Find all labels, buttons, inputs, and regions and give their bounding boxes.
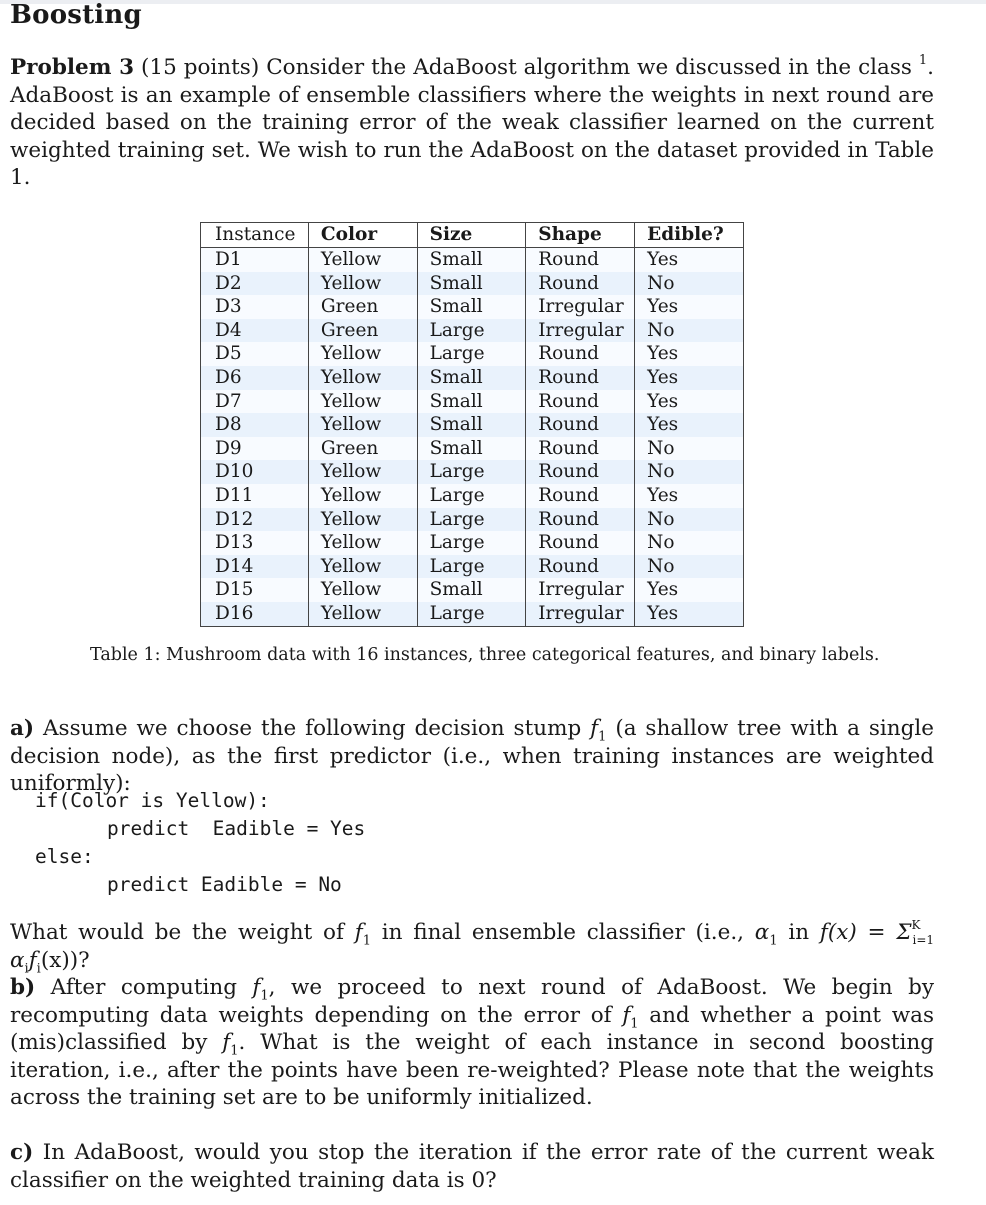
part-b-text-1: After computing — [50, 975, 237, 1000]
cell-color: Yellow — [308, 366, 417, 390]
table-row — [201, 366, 744, 390]
cell-size: Large — [417, 319, 526, 343]
cell-color: Green — [308, 319, 417, 343]
table-row — [201, 272, 744, 296]
cell-size: Small — [417, 390, 526, 414]
problem-text-b: . AdaBoost is an example of ensemble classifiers where the weights in next round are decided based on the training error of the weak classifier learned on the current weighted training set. We wish to run the AdaBoost on the dataset provided in Table 1. — [10, 55, 934, 191]
cell-size: Small — [417, 413, 526, 437]
formula-close: (x))? — [40, 947, 90, 973]
cell-instance: D10 — [201, 460, 309, 484]
cell-color: Green — [308, 437, 417, 461]
table-row — [201, 578, 744, 602]
header-instance: Instance — [201, 223, 309, 248]
cell-instance: D7 — [201, 390, 309, 414]
f1-symbol: f — [354, 920, 363, 945]
cell-shape: Round — [526, 342, 635, 366]
cell-edible: Yes — [635, 413, 744, 437]
table-row — [201, 248, 744, 272]
cell-color: Yellow — [308, 484, 417, 508]
cell-edible: No — [635, 460, 744, 484]
table-row — [201, 437, 744, 461]
alpha-subscript: 1 — [769, 933, 778, 949]
cell-size: Large — [417, 602, 526, 626]
part-c-body: In AdaBoost, would you stop the iteration if the error rate of the current weak classifier on the weighted training data is 0? — [10, 1140, 934, 1193]
cell-instance: D6 — [201, 366, 309, 390]
part-a-question — [10, 919, 934, 974]
cell-size: Large — [417, 460, 526, 484]
code-line-4: predict Eadible = No — [107, 873, 342, 896]
sum-upper: K — [911, 917, 921, 932]
f1-symbol: f — [590, 716, 599, 741]
question-mid: in final ensemble classifier (i.e., — [381, 920, 745, 945]
table-row — [201, 460, 744, 484]
formula: f(x) = Σ — [819, 920, 912, 945]
table-header-row — [201, 223, 744, 248]
part-b-text-3: and whether a point was (mis)classified by — [10, 1002, 935, 1056]
cell-size: Small — [417, 295, 526, 319]
cell-instance: D15 — [201, 578, 309, 602]
cell-instance: D8 — [201, 413, 309, 437]
part-b-text-2: , we proceed to next round of AdaBoost. We begin by recomputing data weights depending on the error of — [10, 975, 934, 1028]
cell-shape: Round — [526, 531, 635, 555]
table-row — [201, 508, 744, 532]
cell-edible: Yes — [635, 248, 744, 272]
cell-shape: Round — [526, 248, 635, 272]
question-pre: What would be the weight of — [10, 920, 344, 945]
cell-color: Yellow — [308, 272, 417, 296]
cell-size: Large — [417, 531, 526, 555]
cell-shape: Round — [526, 460, 635, 484]
cell-edible: No — [635, 319, 744, 343]
header-color: Color — [308, 223, 417, 248]
problem-statement — [10, 54, 934, 192]
cell-color: Yellow — [308, 460, 417, 484]
cell-shape: Round — [526, 508, 635, 532]
code-line-3: else: — [35, 845, 94, 868]
header-edible: Edible? — [635, 223, 744, 248]
cell-color: Yellow — [308, 342, 417, 366]
f1-subscript: 1 — [362, 933, 371, 949]
cell-edible: Yes — [635, 366, 744, 390]
cell-shape: Irregular — [526, 295, 635, 319]
part-b-label: b) — [10, 975, 36, 1000]
table-row — [201, 319, 744, 343]
cell-edible: Yes — [635, 602, 744, 626]
cell-color: Green — [308, 295, 417, 319]
cell-instance: D3 — [201, 295, 309, 319]
cell-edible: No — [635, 272, 744, 296]
f1-symbol: f — [252, 975, 261, 1000]
cell-instance: D16 — [201, 602, 309, 626]
cell-size: Small — [417, 272, 526, 296]
table-row — [201, 390, 744, 414]
f1-subscript: 1 — [260, 988, 269, 1004]
cell-edible: No — [635, 531, 744, 555]
cell-instance: D4 — [201, 319, 309, 343]
cell-instance: D11 — [201, 484, 309, 508]
table-row — [201, 295, 744, 319]
table-row — [201, 484, 744, 508]
cell-instance: D1 — [201, 248, 309, 272]
cell-size: Large — [417, 484, 526, 508]
cell-shape: Round — [526, 272, 635, 296]
problem-points: (15 points) — [141, 55, 260, 80]
cell-color: Yellow — [308, 413, 417, 437]
cell-color: Yellow — [308, 508, 417, 532]
cell-color: Yellow — [308, 578, 417, 602]
part-a-text — [10, 715, 934, 798]
cell-size: Large — [417, 508, 526, 532]
part-c-label: c) — [10, 1140, 34, 1165]
table-row — [201, 413, 744, 437]
f1-symbol: f — [622, 1002, 631, 1028]
cell-color: Yellow — [308, 248, 417, 272]
cell-shape: Round — [526, 390, 635, 414]
problem-label: Problem 3 — [10, 55, 135, 80]
cell-edible: Yes — [635, 295, 744, 319]
cell-color: Yellow — [308, 390, 417, 414]
f1-subscript: 1 — [230, 1043, 239, 1059]
part-c-text — [10, 1139, 934, 1194]
sum-lower: i=1 — [912, 933, 935, 948]
cell-shape: Round — [526, 413, 635, 437]
cell-edible: No — [635, 555, 744, 579]
f-i-sub: i — [36, 960, 41, 976]
f1-subscript: 1 — [598, 729, 607, 745]
alpha-i-sub: i — [24, 960, 29, 976]
cell-color: Yellow — [308, 602, 417, 626]
cell-size: Small — [417, 366, 526, 390]
cell-shape: Irregular — [526, 602, 635, 626]
cell-size: Large — [417, 555, 526, 579]
cell-shape: Round — [526, 437, 635, 461]
table-row — [201, 342, 744, 366]
part-a-text-post: (a shallow tree with a single decision node), as the first predictor (i.e., when training instances are weighted uniformly): — [10, 716, 934, 797]
part-a-label: a) — [10, 716, 35, 741]
cell-instance: D9 — [201, 437, 309, 461]
footnote-marker[interactable]: 1 — [918, 52, 928, 68]
cell-edible: Yes — [635, 578, 744, 602]
table-row — [201, 602, 744, 626]
cell-size: Small — [417, 437, 526, 461]
alpha-i-symbol: α — [10, 947, 25, 973]
cell-edible: Yes — [635, 390, 744, 414]
part-b-text-4: . What is the weight of each instance in second boosting iteration, i.e., after the points have been re-weighted? Please note that the weights across the training set are to be uniformly initialized. — [10, 1030, 934, 1111]
table-caption: Table 1: Mushroom data with 16 instances, three categorical features, and binary labels. — [90, 645, 880, 665]
cell-shape: Irregular — [526, 578, 635, 602]
f1-subscript: 1 — [630, 1015, 639, 1031]
cell-shape: Round — [526, 366, 635, 390]
cell-shape: Round — [526, 555, 635, 579]
cell-instance: D2 — [201, 272, 309, 296]
part-a-text-pre: Assume we choose the following decision stump — [43, 716, 582, 741]
cell-color: Yellow — [308, 555, 417, 579]
table-row — [201, 531, 744, 555]
code-line-1: if(Color is Yellow): — [35, 789, 270, 812]
cell-instance: D14 — [201, 555, 309, 579]
code-line-2: predict Eadible = Yes — [107, 817, 366, 840]
header-size: Size — [417, 223, 526, 248]
top-bar — [0, 0, 986, 4]
cell-size: Small — [417, 248, 526, 272]
f-i-symbol: f — [28, 947, 37, 973]
cell-size: Small — [417, 578, 526, 602]
cell-instance: D12 — [201, 508, 309, 532]
header-shape: Shape — [526, 223, 635, 248]
cell-color: Yellow — [308, 531, 417, 555]
cell-shape: Irregular — [526, 319, 635, 343]
problem-text-a: Consider the AdaBoost algorithm we discussed in the class — [266, 55, 912, 80]
f1-symbol: f — [222, 1030, 231, 1056]
cell-instance: D13 — [201, 531, 309, 555]
cell-edible: No — [635, 508, 744, 532]
cell-instance: D5 — [201, 342, 309, 366]
question-in: in — [788, 920, 810, 945]
table-row — [201, 555, 744, 579]
cell-shape: Round — [526, 484, 635, 508]
cell-edible: Yes — [635, 342, 744, 366]
cell-edible: No — [635, 437, 744, 461]
section-heading: Boosting — [10, 0, 142, 30]
cell-size: Large — [417, 342, 526, 366]
part-b-text — [10, 974, 934, 1112]
alpha-symbol: α — [754, 920, 770, 945]
table-body — [201, 248, 744, 627]
cell-edible: Yes — [635, 484, 744, 508]
mushroom-table — [200, 222, 744, 627]
